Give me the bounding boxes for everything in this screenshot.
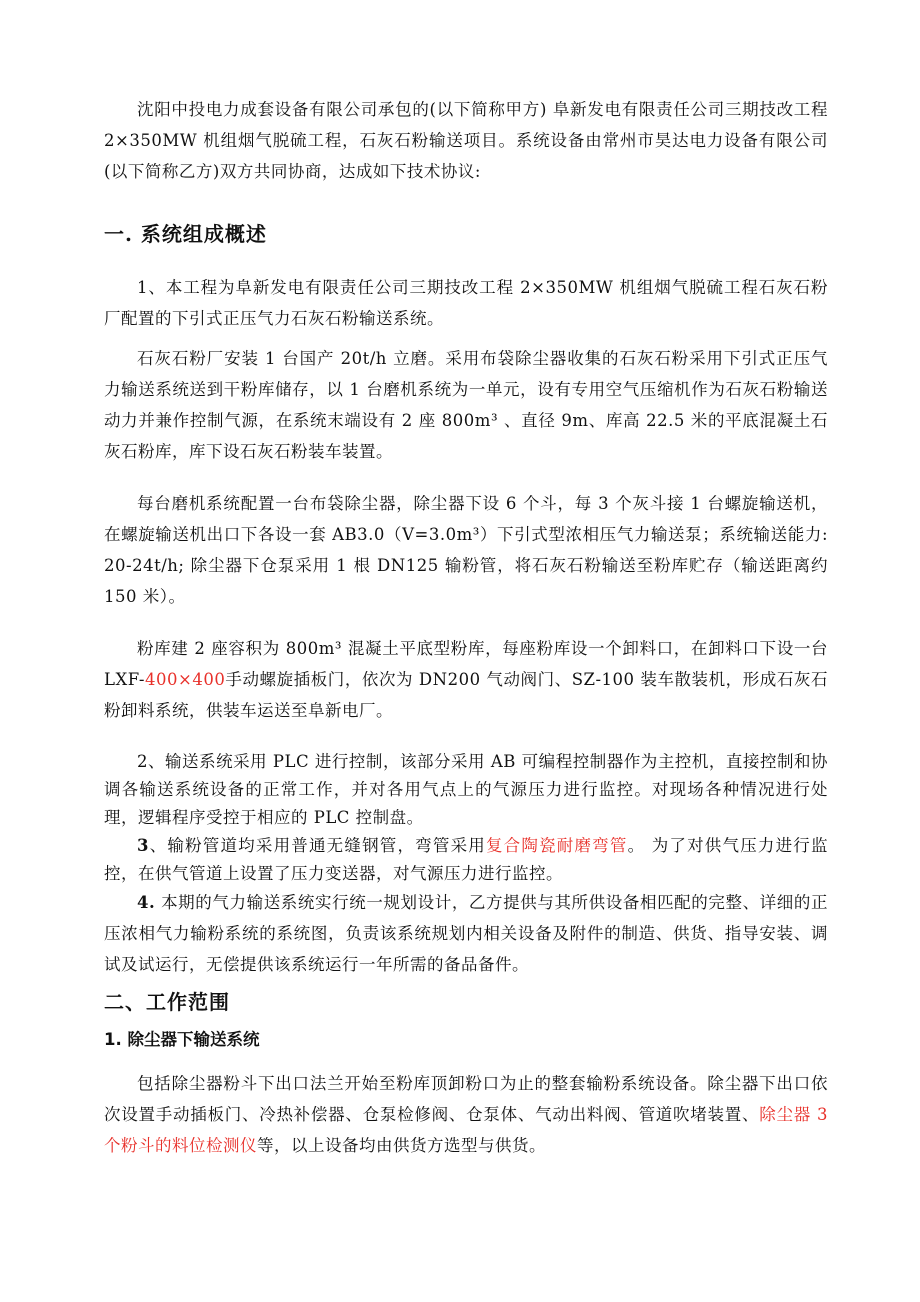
section-1-p6-text-a: 、输粉管道均采用普通无缝钢管，弯管采用 — [148, 836, 486, 855]
intro-paragraph — [104, 94, 828, 187]
section-1-p7-text: 本期的气力输送系统实行统一规划设计，乙方提供与其所供设备相匹配的完整、详细的正压浓相气力输粉系统的系统图，负责该系统规划内相关设备及附件的制造、供货、指导安装、调试及试运行，无偿提供该系统运行一年所需的备品备件。 — [104, 893, 828, 974]
section-1-p6-highlight: 复合陶瓷耐磨弯管 — [485, 836, 628, 855]
section-1-p7-number: 4. — [137, 893, 156, 912]
section-1-p4-highlight: 400×400 — [145, 670, 226, 689]
section-1-paragraph-5 — [104, 748, 828, 832]
section-1-p6-text-b: 。 为了对供气压力进行监控，在供气管道上设置了压力变送器，对气源压力进行监控。 — [104, 836, 828, 883]
section-1-paragraph-1 — [104, 272, 828, 334]
section-1-paragraph-3 — [104, 488, 828, 612]
section-2-p1-text-a: 包括除尘器粉斗下出口法兰开始至粉库顶卸粉口为止的整套输粉系统设备。除尘器下出口依次设置手动插板门、冷热补偿器、仓泵检修阀、仓泵体、气动出料阀、管道吹堵装置、 — [104, 1074, 828, 1124]
section-1-paragraph-2 — [104, 343, 828, 467]
section-1-p6-number: 3 — [137, 836, 149, 855]
section-1-p4-text-a: 粉库建 2 座容积为 800m³ 混凝土平底型粉库，每座粉库设一个卸料口，在卸料口下设一台 LXF- — [104, 639, 828, 689]
section-1-p3-text: 每台磨机系统配置一台布袋除尘器，除尘器下设 6 个斗，每 3 个灰斗接 1 台螺旋输送机，在螺旋输送机出口下各设一套 AB3.0（V=3.0m³）下引式型浓相压气力输送泵；系统输送能力: 20-24t/h; 除尘器下仓泵采用 1 根 DN125 输粉管，将石灰石粉输送至粉库贮存（输送距离约 150 米）。 — [104, 494, 828, 606]
section-1-p2-text: 石灰石粉厂安装 1 台国产 20t/h 立磨。采用布袋除尘器收集的石灰石粉采用下引式正压气力输送系统送到干粉库储存，以 1 台磨机系统为一单元，设有专用空气压缩机作为石灰石粉输送动力并兼作控制气源，在系统末端设有 2 座 800m³ 、直径 9m、库高 22.5 米的平底混凝土石灰石粉库，库下设石灰石粉装车装置。 — [104, 349, 828, 461]
section-1-p5-text: 2、输送系统采用 PLC 进行控制，该部分采用 AB 可编程控制器作为主控机，直接控制和协调各输送系统设备的正常工作，并对各用气点上的气源压力进行监控。对现场各种情况进行处理，逻辑程序受控于相应的 PLC 控制盘。 — [104, 752, 828, 827]
section-2-subheading-1: 1. 除尘器下输送系统 — [104, 1030, 260, 1049]
intro-text: 沈阳中投电力成套设备有限公司承包的(以下简称甲方) 阜新发电有限责任公司三期技改工程 2×350MW 机组烟气脱硫工程，石灰石粉输送项目。系统设备由常州市昊达电力设备有限公司(以下简称乙方)双方共同协商，达成如下技术协议: — [104, 100, 828, 181]
section-2-paragraph-1 — [104, 1068, 828, 1161]
section-2-p1-highlight: 除尘器 3 个粉斗的料位检测仪 — [104, 1105, 829, 1155]
section-2-heading: 二、工作范围 — [104, 990, 230, 1014]
section-2-p1-text-b: 等，以上设备均由供货方选型与供货。 — [257, 1136, 546, 1155]
section-1-paragraph-4 — [104, 633, 828, 726]
section-1-heading: 一. 系统组成概述 — [104, 222, 267, 246]
section-1-p4-text-b: 手动螺旋插板门，依次为 DN200 气动阀门、SZ-100 装车散装机，形成石灰石粉卸料系统，供装车运送至阜新电厂。 — [104, 670, 828, 720]
section-1-paragraph-7 — [104, 887, 828, 980]
section-1-p1-text: 1、本工程为阜新发电有限责任公司三期技改工程 2×350MW 机组烟气脱硫工程石灰石粉厂配置的下引式正压气力石灰石粉输送系统。 — [104, 278, 828, 328]
section-1-paragraph-6 — [104, 832, 828, 888]
